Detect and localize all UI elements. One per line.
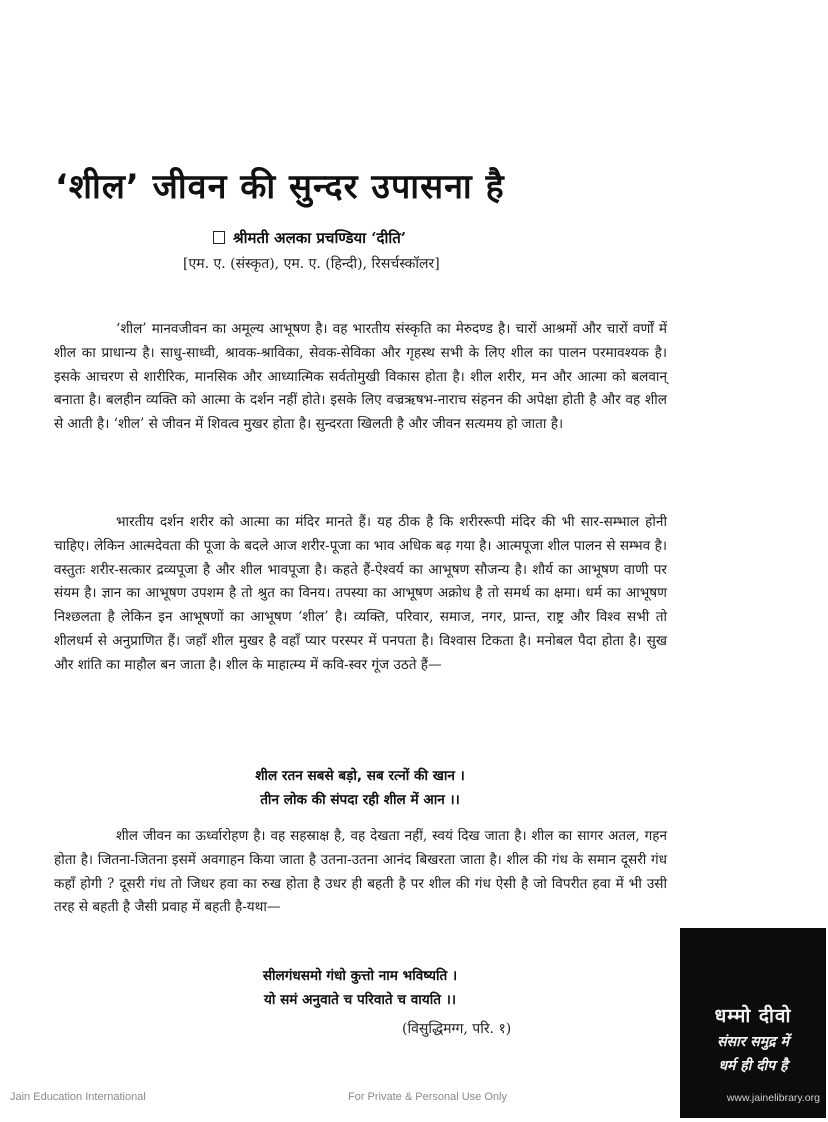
- badge-line-3: धर्म ही दीप है: [718, 1058, 788, 1074]
- jainelibrary-badge: [680, 928, 826, 1118]
- paragraph-1: [54, 318, 667, 437]
- badge-line-2: संसार समुद्र में: [717, 1034, 789, 1050]
- checkbox-bullet-icon: [213, 231, 225, 244]
- badge-url-link[interactable]: www.jainelibrary.org: [726, 1092, 820, 1104]
- paragraph-2: [54, 511, 667, 678]
- footer-publisher: Jain Education International: [10, 1091, 146, 1103]
- footer-usage-note: For Private & Personal Use Only: [348, 1091, 507, 1103]
- verse-1-line-1: शील रतन सबसे बड़ो, सब रत्नों की खान ।: [255, 768, 465, 784]
- verse-2: [0, 964, 720, 1012]
- verse-citation: (विसुद्धिमग्ग, परि. १): [402, 1021, 512, 1037]
- article-title: ‘शील’ जीवन की सुन्दर उपासना है: [55, 167, 505, 207]
- badge-line-1: धम्मो दीवो: [714, 1005, 792, 1027]
- paragraph-3-text: शील जीवन का ऊर्ध्वारोहण है। वह सहस्राक्ष है, वह देखता नहीं, स्वयं दिख जाता है। शील का सागर अतल, गहन होता है। जितना-जितना इसमें अवगाहन किया जाता है उतना-उतना आनंद बिखरता जाता है। शील की गंध के समान दूसरी गंध कहाँ होगी ? दूसरी गंध तो जिधर हवा का रुख होता है उधर ही बहती है पर शील की गंध ऐसी है जो विपरीत हवा में भी उसी तरह से बहती है जैसी प्रवाह में बहती है-यथा—: [54, 828, 667, 916]
- verse-1: [0, 764, 720, 812]
- paragraph-2-text: भारतीय दर्शन शरीर को आत्मा का मंदिर मानते हैं। यह ठीक है कि शरीररूपी मंदिर की भी सार-सम्भाल होनी चाहिए। लेकिन आत्मदेवता की पूजा के बदले आज शरीर-पूजा का भाव अधिक बढ़ गया है। आत्मपूजा शील पालन से सम्भव है। वस्तुतः शरीर-सत्कार द्रव्यपूजा है और शील भावपूजा है। कहते हैं-ऐश्वर्य का आभूषण सौजन्य है। शौर्य का आभूषण वाणी पर संयम है। ज्ञान का आभूषण उपशम है तो श्रुत का विनय। तपस्या का आभूषण अक्रोध है तो समर्थ का क्षमा। धर्म का आभूषण निश्छलता है लेकिन इन आभूषणों का आभूषण ‘शील’ है। व्यक्ति, परिवार, समाज, नगर, प्रान्त, राष्ट्र और विश्व सभी तो शीलधर्म से अनुप्राणित हैं। जहाँ शील मुखर है वहाँ प्यार परस्पर में पनपता है। विश्वास टिकता है। मनोबल पैदा होता है। सुख और शांति का माहौल बन जाता है। शील के माहात्म्य में कवि-स्वर गूंज उठते हैं—: [54, 514, 667, 673]
- verse-1-line-2: तीन लोक की संपदा रही शील में आन ।।: [260, 792, 460, 808]
- author-credentials: [एम. ए. (संस्कृत), एम. ए. (हिन्दी), रिसर्चस्कॉलर]: [183, 256, 440, 272]
- author-name: श्रीमती अलका प्रचण्डिया ‘दीति’: [233, 229, 407, 247]
- verse-2-line-1: सीलगंधसमो गंधो कुत्तो नाम भविष्यति ।: [262, 968, 458, 984]
- paragraph-1-text: ‘शील’ मानवजीवन का अमूल्य आभूषण है। वह भारतीय संस्कृति का मेरुदण्ड है। चारों आश्रमों और चारों वर्णों में शील का प्राधान्य है। साधु-साध्वी, श्रावक-श्राविका, सेवक-सेविका और गृहस्थ सभी के लिए शील का पालन परमावश्यक है। इसके आचरण से शारीरिक, मानसिक और आध्यात्मिक सर्वतोमुखी विकास होता है। शील शरीर, मन और आत्मा को बलवान् बनाता है। बलहीन व्यक्ति को आत्मा के दर्शन नहीं होते। इसके लिए वज्रऋषभ-नाराच संहनन की अपेक्षा होती है और वह शील से आती है। ‘शील’ से जीवन में शिवत्व मुखर होता है। सुन्दरता खिलती है और जीवन सत्यमय हो जाता है।: [54, 321, 667, 433]
- verse-2-line-2: यो समं अनुवाते च परिवाते च वायति ।।: [263, 992, 457, 1008]
- paragraph-3: [54, 825, 667, 920]
- author-line: [213, 228, 406, 248]
